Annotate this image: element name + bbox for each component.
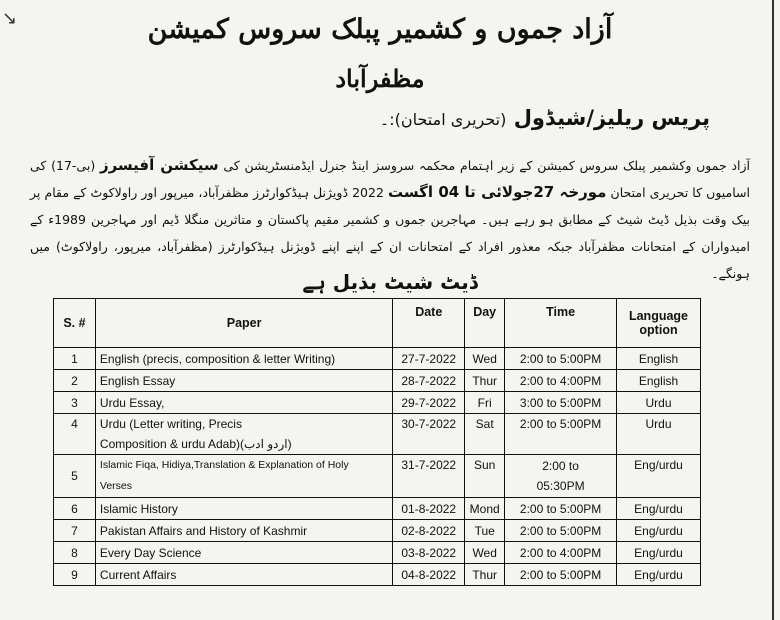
cell-time: 2:00 to 4:00PM — [505, 370, 617, 392]
cell-paper: Urdu Essay, — [95, 392, 392, 414]
cell-date: 28-7-2022 — [393, 370, 465, 392]
cell-date: 31-7-2022 — [393, 455, 465, 498]
header-time: Time — [505, 299, 617, 348]
paper-line-2: Verses — [99, 480, 133, 492]
cell-sn: 3 — [54, 392, 96, 414]
cell-sn: 7 — [54, 520, 96, 542]
cell-language: Eng/urdu — [617, 564, 701, 586]
cell-date: 29-7-2022 — [393, 392, 465, 414]
cell-paper — [95, 414, 392, 455]
table-row — [54, 392, 701, 414]
time-line-1: 2:00 to — [542, 459, 579, 473]
cell-time: 2:00 to 5:00PM — [505, 520, 617, 542]
cell-language: Eng/urdu — [617, 498, 701, 520]
cell-language: English — [617, 370, 701, 392]
edge-line — [772, 0, 774, 620]
table-row — [54, 414, 701, 455]
cell-day: Mond — [465, 498, 505, 520]
cell-sn: 2 — [54, 370, 96, 392]
cell-day: Wed — [465, 542, 505, 564]
para-bold-2: مورخہ 27جولائی تا 04 اگست — [387, 183, 607, 201]
table-header-row — [54, 299, 701, 348]
notice-heading-sub: (تحریری امتحان):۔ — [379, 110, 507, 129]
cell-sn: 1 — [54, 348, 96, 370]
notice-paragraph — [30, 152, 750, 287]
cell-language: Urdu — [617, 392, 701, 414]
city-title: مظفرآباد — [335, 64, 425, 93]
cell-time: 2:00 to 4:00PM — [505, 542, 617, 564]
header-paper: Paper — [95, 299, 392, 348]
cell-time — [505, 455, 617, 498]
cell-sn: 6 — [54, 498, 96, 520]
table-row — [54, 564, 701, 586]
cell-day: Sun — [465, 455, 505, 498]
para-text-1: آزاد جموں وکشمیر پبلک سروس کمیشن کے زیر اہتمام محکمہ سروسز اینڈ جنرل ایڈمنسٹریشن کی — [218, 158, 750, 173]
corner-mark-icon: ↘ — [2, 8, 18, 29]
cell-date: 01-8-2022 — [393, 498, 465, 520]
table-row — [54, 542, 701, 564]
cell-day: Thur — [465, 370, 505, 392]
table-row — [54, 520, 701, 542]
cell-paper: English (precis, composition & letter Writing) — [95, 348, 392, 370]
cell-day: Tue — [465, 520, 505, 542]
para-text-2: (بی-17) کی اسامیوں کا تحریری امتحان — [30, 158, 751, 200]
paper-line-1: Islamic Fiqa, Hidiya,Translation & Explanation of Holy — [99, 459, 349, 471]
para-text-3: 2022 ڈویژنل ہیڈکوارٹرز مظفرآباد، میرپور اور راولاکوٹ کے مقام پر بیک وقت بذیل ڈیٹ شیٹ کے مطابق ہو رہے ہیں۔ مہاجرین جموں و کشمیر مقیم پاکستان و متاثرین منگلا ڈیم اور مہاجرین 1989ء کے امیدواران کے امتحانات مظفرآباد جبکہ معذور افراد کے امتحانات ان کے اپنے اپنے ڈویژنل ہیڈکوارٹرز (مظفرآباد، میرپور، راولاکوٹ) میں ہونگے۔ — [30, 185, 750, 281]
cell-sn: 4 — [54, 414, 96, 455]
header-day: Day — [465, 299, 505, 348]
cell-date: 03-8-2022 — [393, 542, 465, 564]
para-bold-1: سیکشن آفیسرز — [99, 156, 219, 174]
table-row — [54, 455, 701, 498]
date-sheet-table — [53, 298, 701, 586]
cell-paper: Current Affairs — [95, 564, 392, 586]
cell-date: 27-7-2022 — [393, 348, 465, 370]
cell-paper: Islamic History — [95, 498, 392, 520]
cell-paper: Pakistan Affairs and History of Kashmir — [95, 520, 392, 542]
cell-date: 02-8-2022 — [393, 520, 465, 542]
cell-time: 3:00 to 5:00PM — [505, 392, 617, 414]
notice-heading — [380, 106, 710, 130]
cell-language: Eng/urdu — [617, 542, 701, 564]
cell-sn: 9 — [54, 564, 96, 586]
cell-language: Urdu — [617, 414, 701, 455]
cell-language: Eng/urdu — [617, 520, 701, 542]
cell-time: 2:00 to 5:00PM — [505, 414, 617, 455]
paper-line-1: Urdu (Letter writing, Precis — [99, 417, 242, 431]
table-row — [54, 498, 701, 520]
table-row — [54, 348, 701, 370]
paper-line-2: Composition & urdu Adab) — [99, 437, 241, 451]
cell-date: 04-8-2022 — [393, 564, 465, 586]
cell-language: English — [617, 348, 701, 370]
header-sn: S. # — [54, 299, 96, 348]
table-row — [54, 370, 701, 392]
cell-paper: Every Day Science — [95, 542, 392, 564]
header-language-1: Language — [628, 309, 689, 323]
cell-time: 2:00 to 5:00PM — [505, 348, 617, 370]
cell-sn: 5 — [54, 455, 96, 498]
cell-sn: 8 — [54, 542, 96, 564]
cell-date: 30-7-2022 — [393, 414, 465, 455]
cell-time: 2:00 to 5:00PM — [505, 564, 617, 586]
cell-day: Wed — [465, 348, 505, 370]
time-line-2: 05:30PM — [536, 479, 585, 493]
organization-title: آزاد جموں و کشمیر پبلک سروس کمیشن — [147, 14, 613, 45]
cell-day: Sat — [465, 414, 505, 455]
cell-paper: English Essay — [95, 370, 392, 392]
cell-paper — [95, 455, 392, 498]
cell-time: 2:00 to 5:00PM — [505, 498, 617, 520]
notice-heading-main: پریس ریلیز/شیڈول — [513, 106, 710, 130]
schedule-title: ڈیٹ شیٹ بذیل ہے — [302, 270, 478, 294]
header-language — [617, 299, 701, 348]
cell-day: Thur — [465, 564, 505, 586]
header-date: Date — [393, 299, 465, 348]
paper-line-2-urdu: (اردو ادب) — [240, 437, 292, 451]
cell-day: Fri — [465, 392, 505, 414]
cell-language: Eng/urdu — [617, 455, 701, 498]
header-language-2: option — [639, 323, 678, 337]
